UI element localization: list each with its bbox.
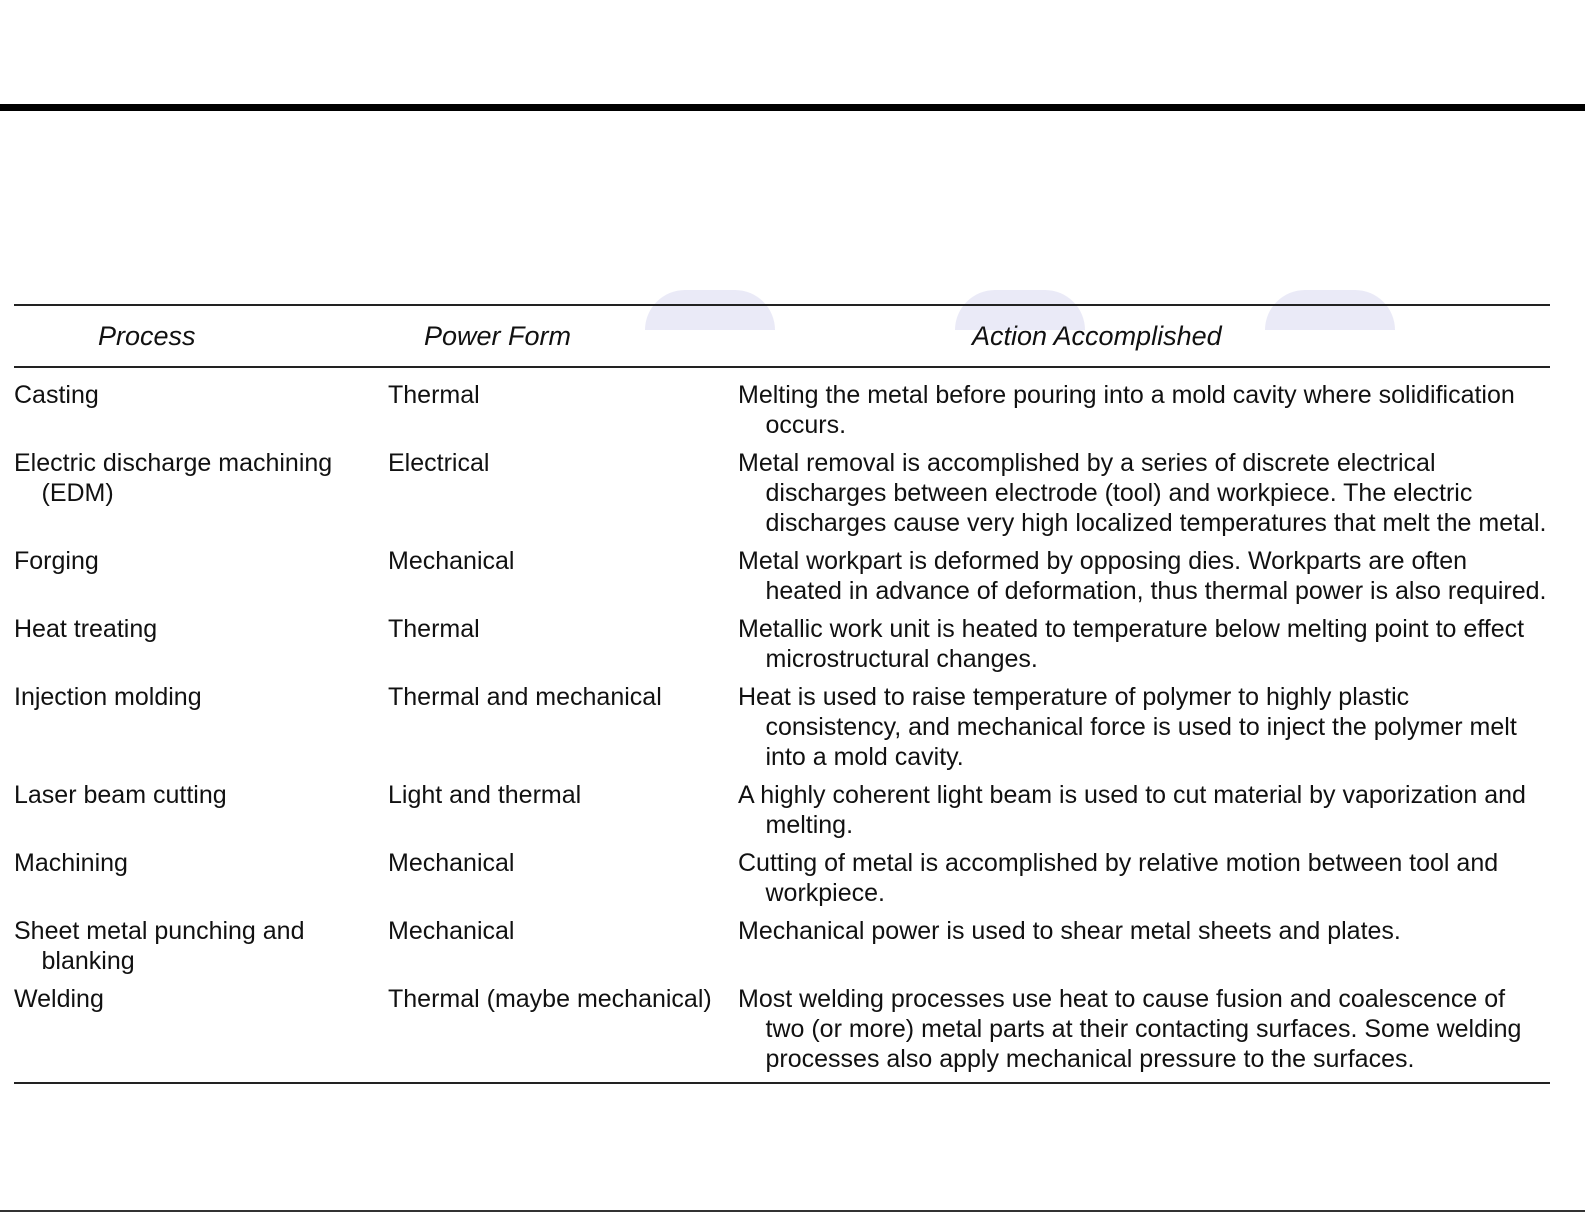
top-divider-bar bbox=[0, 104, 1585, 111]
cell-power-form: Thermal (maybe mechanical) bbox=[388, 985, 712, 1013]
cell-process: Forging bbox=[14, 547, 99, 575]
cell-action: Heat is used to raise temperature of polymer to highly plastic consistency, and mechanical force is used to inject the polymer melt into a mold cavity. bbox=[738, 683, 1517, 771]
cell-process: Welding bbox=[14, 985, 104, 1013]
table-row bbox=[14, 682, 1550, 772]
cell-power-form: Mechanical bbox=[388, 849, 515, 877]
table-row bbox=[14, 780, 1550, 840]
cell-action: Metallic work unit is heated to temperature below melting point to effect microstructural changes. bbox=[738, 615, 1525, 673]
cell-power-form: Thermal bbox=[388, 381, 480, 409]
table-header bbox=[14, 306, 1550, 368]
cell-process: Electric discharge machining (EDM) bbox=[14, 449, 333, 507]
header-power-form: Power Form bbox=[424, 320, 572, 351]
cell-process: Laser beam cutting bbox=[14, 781, 227, 809]
cell-action: Mechanical power is used to shear metal sheets and plates. bbox=[738, 917, 1401, 945]
cell-action: Metal workpart is deformed by opposing dies. Workparts are often heated in advance of deformation, thus thermal power is also required. bbox=[738, 547, 1547, 605]
cell-action: Cutting of metal is accomplished by relative motion between tool and workpiece. bbox=[738, 849, 1499, 907]
table-row bbox=[14, 848, 1550, 908]
cell-process: Injection molding bbox=[14, 683, 202, 711]
cell-power-form: Thermal and mechanical bbox=[388, 683, 662, 711]
cell-process: Machining bbox=[14, 849, 128, 877]
table-body bbox=[14, 368, 1550, 1074]
table-row bbox=[14, 916, 1550, 976]
cell-action: Melting the metal before pouring into a mold cavity where solidification occurs. bbox=[738, 381, 1515, 439]
cell-power-form: Electrical bbox=[388, 449, 490, 477]
table-bottom-rule bbox=[14, 1082, 1550, 1084]
cell-action: Most welding processes use heat to cause fusion and coalescence of two (or more) metal parts at their contacting surfaces. Some welding processes also apply mechanical pressure to the surfaces. bbox=[738, 985, 1522, 1073]
cell-power-form: Mechanical bbox=[388, 917, 515, 945]
header-action-accomplished: Action Accomplished bbox=[972, 320, 1222, 351]
table-row bbox=[14, 448, 1550, 538]
table-row bbox=[14, 614, 1550, 674]
cell-process: Heat treating bbox=[14, 615, 158, 643]
cell-process: Casting bbox=[14, 381, 99, 409]
cell-power-form: Light and thermal bbox=[388, 781, 582, 809]
cell-action: A highly coherent light beam is used to cut material by vaporization and melting. bbox=[738, 781, 1526, 839]
cell-process: Sheet metal punching and blanking bbox=[14, 917, 305, 975]
table-row bbox=[14, 546, 1550, 606]
page-bottom-rule bbox=[0, 1210, 1585, 1212]
cell-power-form: Mechanical bbox=[388, 547, 515, 575]
header-process: Process bbox=[98, 320, 196, 351]
table-row bbox=[14, 984, 1550, 1074]
process-table bbox=[14, 304, 1550, 1084]
table-row bbox=[14, 380, 1550, 440]
cell-power-form: Thermal bbox=[388, 615, 480, 643]
cell-action: Metal removal is accomplished by a series of discrete electrical discharges between electrode (tool) and workpiece. The electric discharges cause very high localized temperatures that melt the metal. bbox=[738, 449, 1547, 537]
